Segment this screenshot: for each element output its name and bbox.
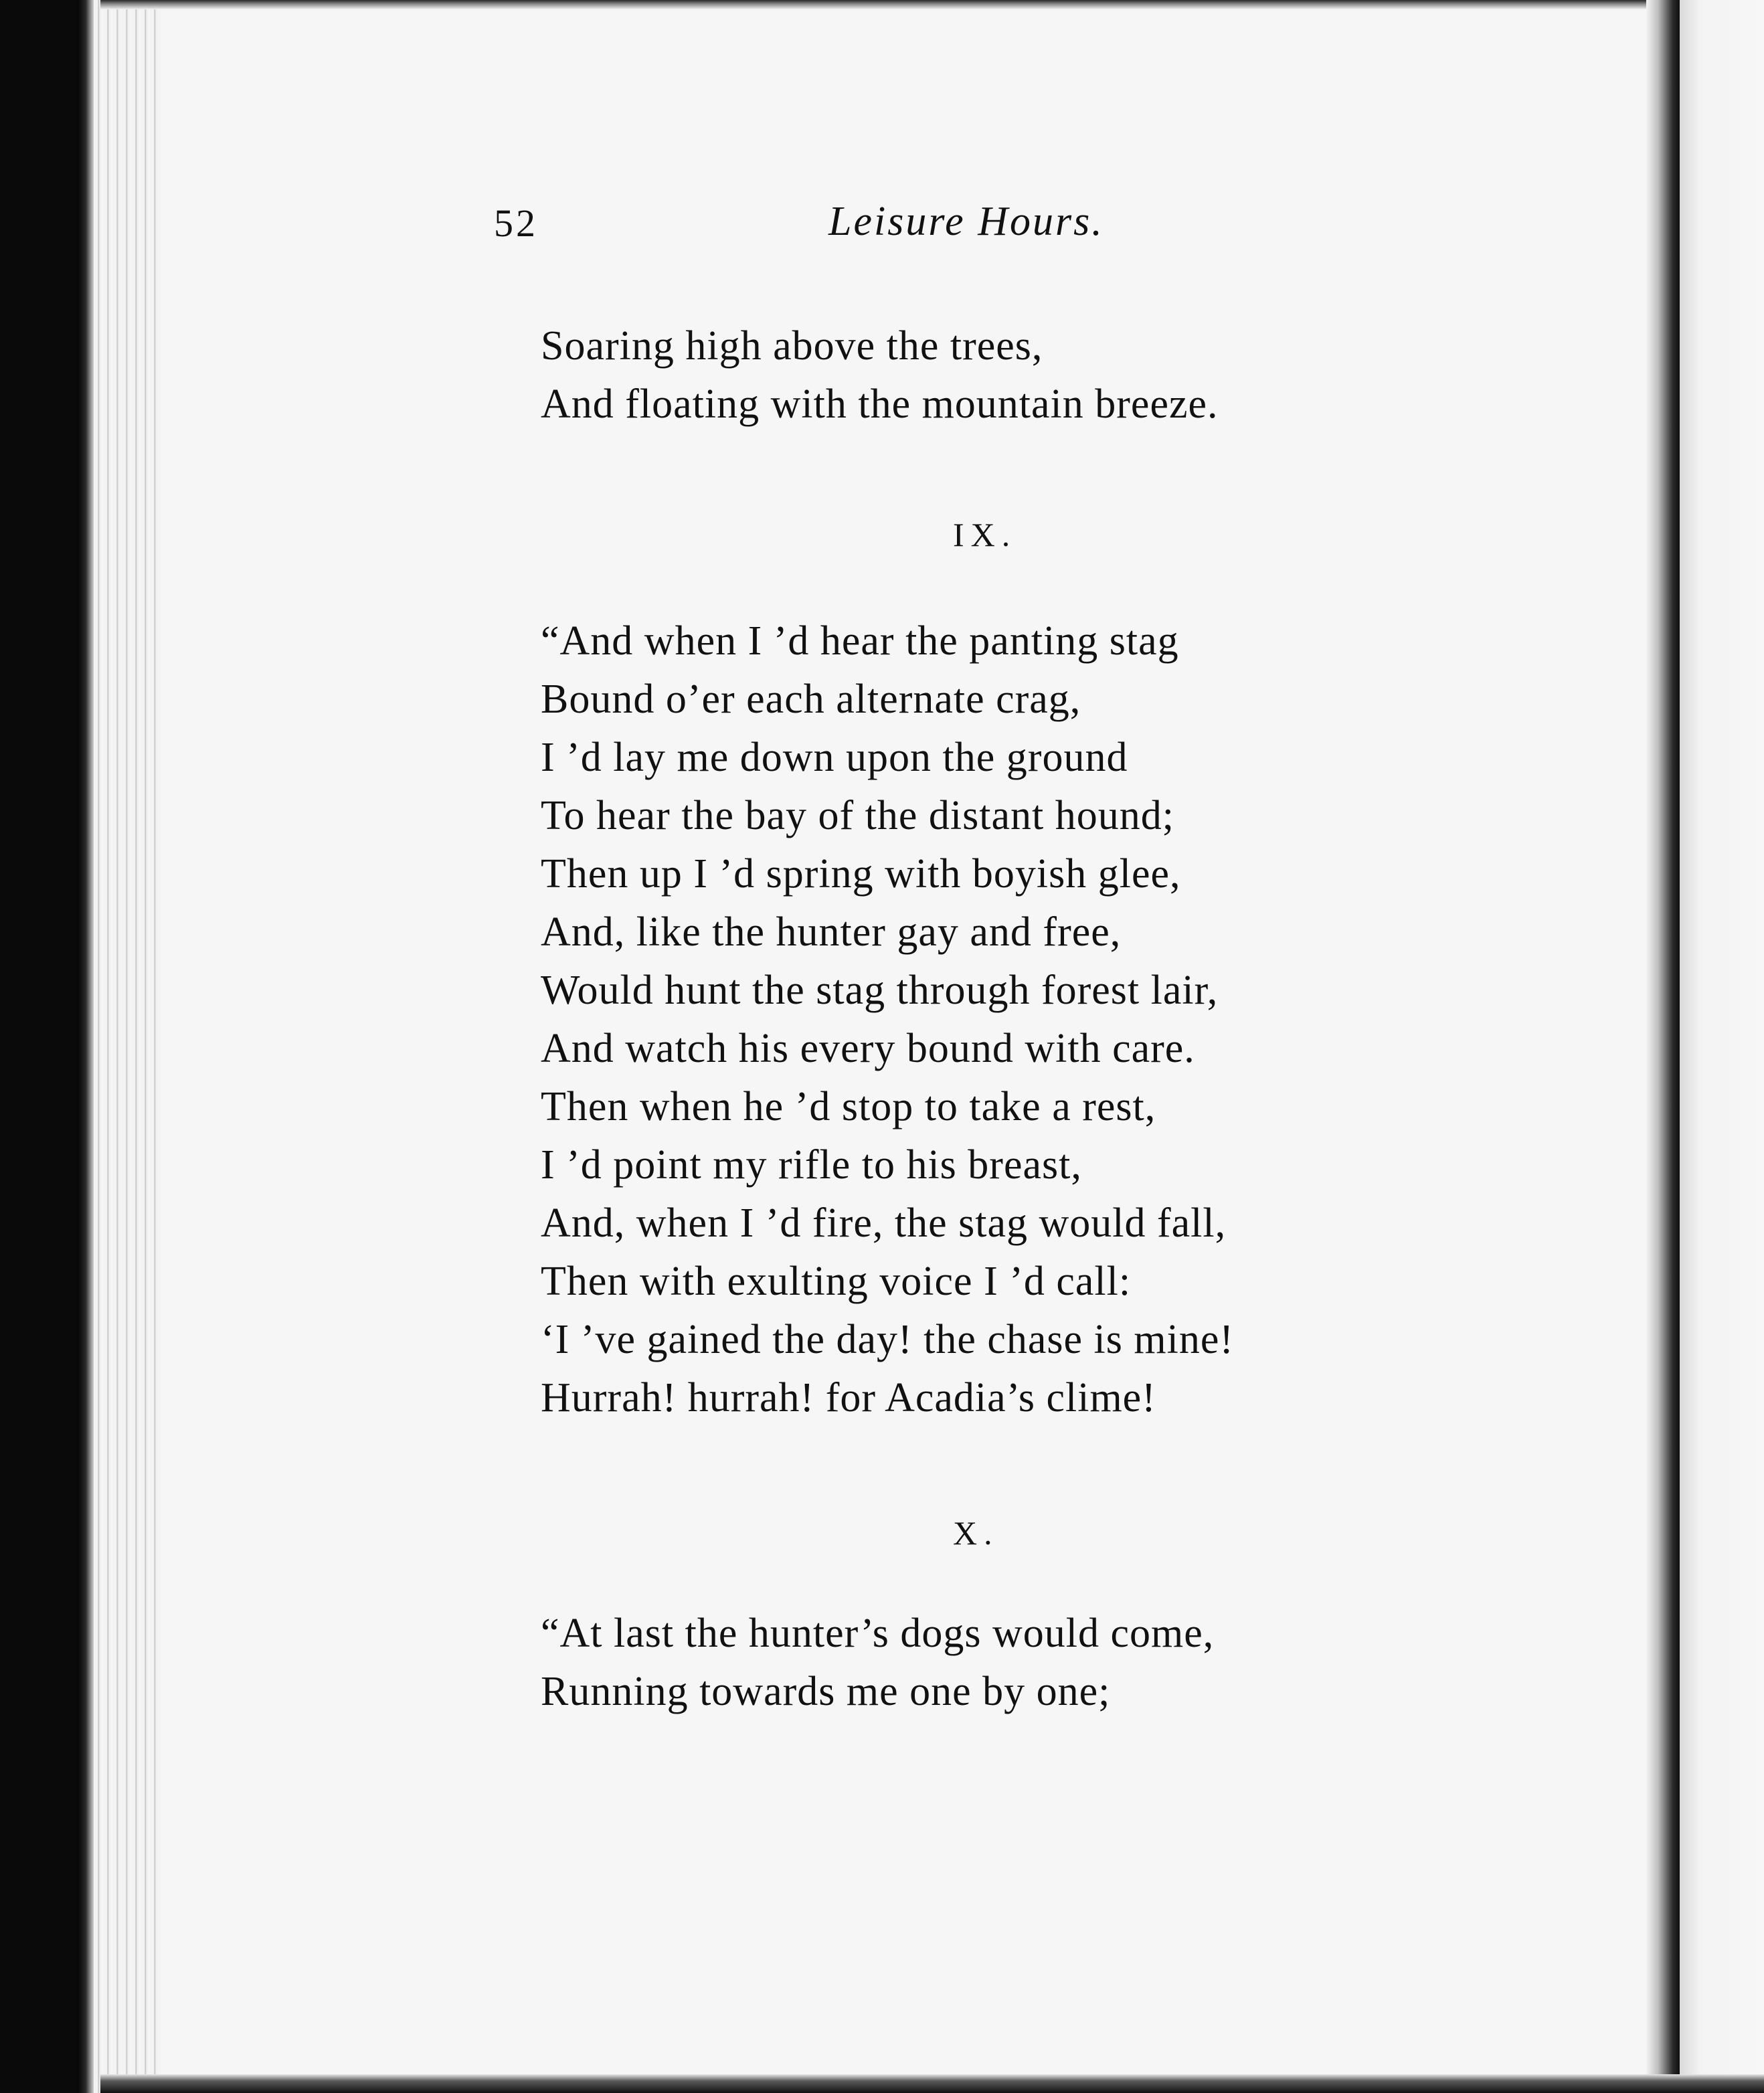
page-number: 52 bbox=[494, 201, 538, 245]
stanza-ix bbox=[541, 612, 1234, 1427]
stanza-continued bbox=[541, 317, 1219, 434]
verse-line: “And when I ’d hear the panting stag bbox=[541, 618, 1179, 664]
stanza-number-x: X. bbox=[953, 1514, 999, 1552]
verse-line: Then up I ’d spring with boyish glee, bbox=[541, 851, 1181, 897]
verse-line: I ’d point my rifle to his breast, bbox=[541, 1142, 1082, 1188]
stanza-number-ix: IX. bbox=[953, 516, 1017, 553]
scanner-bottom-edge bbox=[100, 2074, 1764, 2093]
verse-line: And floating with the mountain breeze. bbox=[541, 381, 1219, 427]
verse-line: Hurrah! hurrah! for Acadia’s clime! bbox=[541, 1375, 1156, 1421]
verse-line: I ’d lay me down upon the ground bbox=[541, 735, 1128, 780]
verse-line: Then when he ’d stop to take a rest, bbox=[541, 1084, 1156, 1129]
verse-line: Then with exulting voice I ’d call: bbox=[541, 1259, 1132, 1304]
stanza-x bbox=[541, 1605, 1214, 1721]
verse-line: And, like the hunter gay and free, bbox=[541, 909, 1122, 955]
verse-line: Would hunt the stag through forest lair, bbox=[541, 968, 1219, 1013]
verse-line: “At last the hunter’s dogs would come, bbox=[541, 1611, 1215, 1656]
scanner-left-edge bbox=[0, 0, 100, 2093]
facing-page-edge bbox=[1680, 0, 1764, 2093]
scanner-top-edge bbox=[100, 0, 1666, 9]
verse-line: Bound o’er each alternate crag, bbox=[541, 676, 1081, 722]
verse-line: Running towards me one by one; bbox=[541, 1669, 1111, 1714]
verse-line: And, when I ’d fire, the stag would fall, bbox=[541, 1200, 1227, 1246]
book-page-edges bbox=[94, 0, 167, 2093]
verse-line: Soaring high above the trees, bbox=[541, 323, 1043, 369]
book-gutter-shadow bbox=[1646, 0, 1680, 2093]
verse-line: And watch his every bound with care. bbox=[541, 1026, 1195, 1071]
verse-line: ‘I ’ve gained the day! the chase is mine! bbox=[541, 1317, 1235, 1362]
running-title: Leisure Hours. bbox=[828, 199, 1104, 244]
verse-line: To hear the bay of the distant hound; bbox=[541, 793, 1174, 838]
